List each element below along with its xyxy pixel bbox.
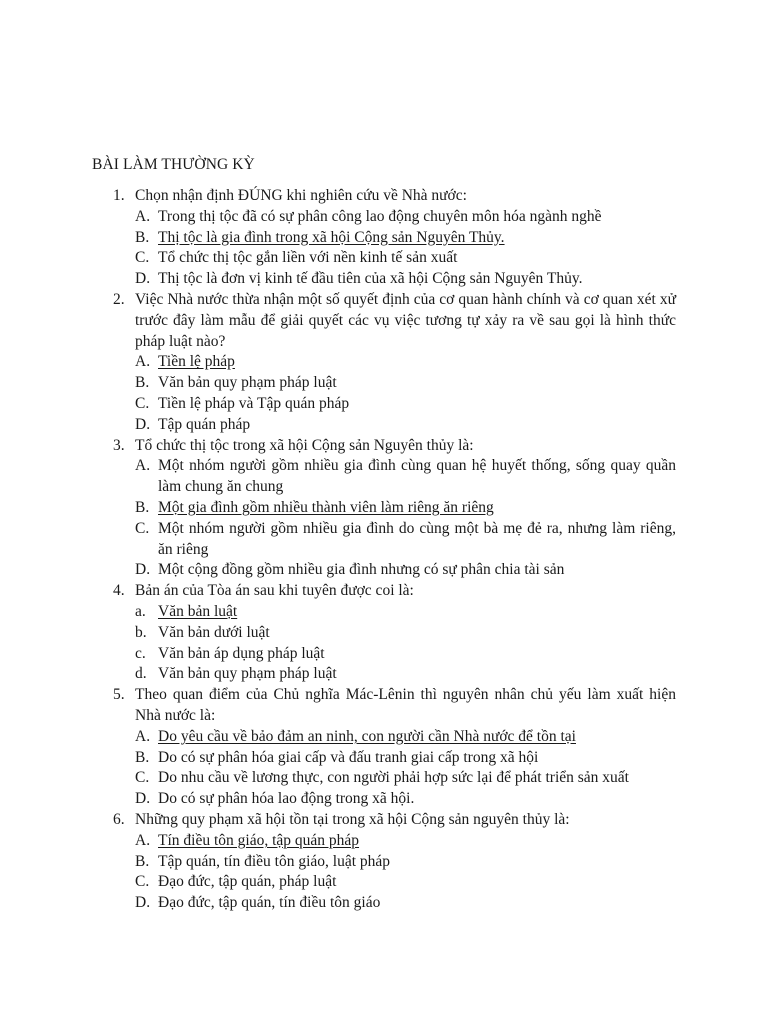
question-number: 5. bbox=[113, 686, 125, 704]
option-text: Văn bản quy phạm pháp luật bbox=[158, 374, 337, 392]
answer-option bbox=[135, 789, 676, 810]
option-text: Văn bản dưới luật bbox=[158, 623, 270, 641]
option-text: Một nhóm người gồm nhiều gia đình do cùng một bà mẹ đẻ ra, nhưng làm riêng, ăn riêng bbox=[158, 519, 676, 558]
answer-option bbox=[135, 456, 676, 498]
answer-option-underlined bbox=[135, 727, 676, 748]
question-item bbox=[0, 581, 768, 685]
answer-option bbox=[135, 560, 676, 581]
answer-option bbox=[135, 748, 676, 769]
option-label: B. bbox=[135, 228, 150, 246]
option-text: Một nhóm người gồm nhiều gia đình cùng quan hệ huyết thống, sống quay quần làm chung ăn chung bbox=[158, 457, 676, 496]
answer-option bbox=[135, 893, 676, 914]
option-list bbox=[135, 207, 676, 290]
option-text: Do có sự phân hóa giai cấp và đấu tranh giai cấp trong xã hội bbox=[158, 748, 539, 766]
answer-option bbox=[135, 852, 676, 873]
answer-option-underlined bbox=[135, 498, 676, 519]
answer-option-underlined bbox=[135, 602, 676, 623]
option-text: Do nhu cầu về lương thực, con người phải hợp sức lại để phát triển sản xuất bbox=[158, 769, 629, 787]
question-number: 3. bbox=[113, 436, 125, 454]
answer-option bbox=[135, 623, 676, 644]
option-list bbox=[135, 456, 676, 581]
option-list bbox=[135, 727, 676, 810]
option-label: a. bbox=[135, 602, 146, 620]
question-list bbox=[0, 186, 768, 914]
question-number: 1. bbox=[113, 187, 125, 204]
question-item bbox=[0, 436, 768, 582]
answer-option bbox=[135, 207, 676, 228]
answer-option-underlined bbox=[135, 831, 676, 852]
option-label: B. bbox=[135, 498, 150, 516]
option-text: Tập quán pháp bbox=[158, 415, 251, 433]
option-label: C. bbox=[135, 769, 150, 787]
option-text: Tập quán, tín điều tôn giáo, luật pháp bbox=[158, 852, 391, 870]
answer-option-underlined bbox=[135, 352, 676, 373]
question-number: 4. bbox=[113, 582, 125, 600]
option-label: c. bbox=[135, 644, 146, 662]
option-label: A. bbox=[135, 207, 151, 225]
question-text: Tổ chức thị tộc trong xã hội Cộng sản Nguyên thủy là: bbox=[135, 436, 474, 454]
option-list bbox=[135, 602, 676, 685]
question-item bbox=[0, 810, 768, 914]
option-text: Tổ chức thị tộc gắn liền với nền kinh tế sản xuất bbox=[158, 249, 458, 267]
answer-option bbox=[135, 872, 676, 893]
option-label: D. bbox=[135, 561, 151, 579]
option-text: Một gia đình gồm nhiều thành viên làm riêng ăn riêng bbox=[158, 498, 494, 516]
option-label: d. bbox=[135, 665, 147, 683]
answer-option bbox=[135, 768, 676, 789]
option-text: Đạo đức, tập quán, pháp luật bbox=[158, 873, 337, 891]
option-label: B. bbox=[135, 852, 150, 870]
option-label: A. bbox=[135, 457, 151, 475]
option-text: Một cộng đồng gồm nhiều gia đình nhưng có sự phân chia tài sản bbox=[158, 561, 565, 579]
option-label: B. bbox=[135, 748, 150, 766]
option-text: Văn bản luật bbox=[158, 602, 238, 620]
option-label: A. bbox=[135, 831, 151, 849]
answer-option bbox=[135, 269, 676, 290]
option-text: Trong thị tộc đã có sự phân công lao động chuyên môn hóa ngành nghề bbox=[158, 207, 602, 225]
question-item bbox=[0, 186, 768, 290]
option-list bbox=[135, 352, 676, 435]
option-label: A. bbox=[135, 727, 151, 745]
question-text: Những quy phạm xã hội tồn tại trong xã hội Cộng sản nguyên thủy là: bbox=[135, 810, 570, 828]
question-text: Việc Nhà nước thừa nhận một số quyết định của cơ quan hành chính và cơ quan xét xử trước đây làm mẫu để giải quyết các vụ việc tương tự xảy ra về sau gọi là hình thức pháp luật nào? bbox=[135, 290, 676, 350]
option-list bbox=[135, 831, 676, 914]
answer-option bbox=[135, 664, 676, 685]
question-text: Chọn nhận định ĐÚNG khi nghiên cứu về Nhà nước: bbox=[135, 187, 467, 204]
option-label: C. bbox=[135, 249, 150, 267]
option-text: Tiền lệ pháp bbox=[158, 353, 235, 371]
question-text: Theo quan điểm của Chủ nghĩa Mác-Lênin thì nguyên nhân chủ yếu làm xuất hiện Nhà nước là: bbox=[135, 686, 676, 724]
option-text: Đạo đức, tập quán, tín điều tôn giáo bbox=[158, 894, 381, 912]
question-text: Bản án của Tòa án sau khi tuyên được coi là: bbox=[135, 582, 414, 600]
answer-option bbox=[135, 644, 676, 665]
option-label: D. bbox=[135, 790, 151, 808]
document-title: BÀI LÀM THƯỜNG KỲ bbox=[92, 156, 255, 173]
answer-option bbox=[135, 415, 676, 436]
option-text: Tín điều tôn giáo, tập quán pháp bbox=[158, 831, 360, 849]
option-text: Tiền lệ pháp và Tập quán pháp bbox=[158, 394, 350, 412]
question-number: 2. bbox=[113, 290, 125, 308]
question-item bbox=[0, 290, 768, 436]
option-label: C. bbox=[135, 873, 150, 891]
answer-option bbox=[135, 519, 676, 561]
option-label: C. bbox=[135, 519, 150, 537]
option-label: B. bbox=[135, 374, 150, 392]
option-label: D. bbox=[135, 270, 151, 288]
answer-option bbox=[135, 248, 676, 269]
answer-option bbox=[135, 394, 676, 415]
option-text: Văn bản quy phạm pháp luật bbox=[158, 665, 337, 683]
option-label: C. bbox=[135, 394, 150, 412]
answer-option bbox=[135, 373, 676, 394]
question-item bbox=[0, 685, 768, 810]
option-text: Thị tộc là gia đình trong xã hội Cộng sản Nguyên Thủy. bbox=[158, 228, 505, 246]
option-text: Do yêu cầu về bảo đảm an ninh, con người cần Nhà nước để tồn tại bbox=[158, 727, 576, 745]
option-label: A. bbox=[135, 353, 151, 371]
option-text: Văn bản áp dụng pháp luật bbox=[158, 644, 325, 662]
answer-option-underlined bbox=[135, 228, 676, 249]
option-text: Thị tộc là đơn vị kinh tế đầu tiên của xã hội Cộng sản Nguyên Thủy. bbox=[158, 270, 583, 288]
option-label: b. bbox=[135, 623, 147, 641]
option-label: D. bbox=[135, 415, 151, 433]
option-label: D. bbox=[135, 894, 151, 912]
question-number: 6. bbox=[113, 810, 125, 828]
option-text: Do có sự phân hóa lao động trong xã hội. bbox=[158, 790, 415, 808]
